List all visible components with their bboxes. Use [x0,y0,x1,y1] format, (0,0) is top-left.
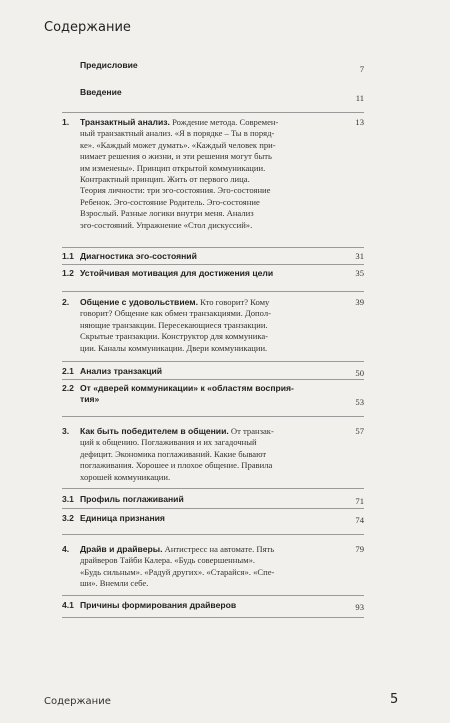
chapter-desc-line: Взрослый. Разные логики внутри меня. Анализ [80,208,254,219]
toc-entry-page: 31 [355,251,364,261]
toc-divider [62,534,364,535]
chapter-desc-line: Ребенок. Эго-состояние Родитель. Эго-состояние [80,196,260,207]
toc-entry-number: 1. [62,117,70,127]
toc-entry-title: Предисловие [80,60,138,70]
toc-entry-page: 39 [355,297,364,307]
chapter-desc-line: Теория личности: три эго-состояния. Эго-состояние [80,185,271,196]
chapter-title: Драйв и драйверы. [80,544,163,554]
toc-divider [62,379,364,380]
toc-divider [62,595,364,596]
chapter-desc-line: поглаживания. Хорошее и плохое общение. Правила [80,460,273,471]
toc-divider [62,112,364,113]
toc-entry-page: 79 [355,544,364,554]
chapter-title: Как быть победителем в общении. [80,426,229,436]
toc-entry-number: 3.1 [62,494,74,504]
toc-entry-page: 11 [355,93,364,103]
toc-entry-number: 3.2 [62,513,74,523]
toc-entry-page: 93 [355,602,364,612]
toc-entry-page: 57 [355,426,364,436]
chapter-desc-line: От транзак- [230,426,274,436]
chapter-desc-line: ке». «Каждый может думать». «Каждый человек при- [80,139,276,150]
toc-entry-text [80,117,335,231]
toc-entry-title: Диагностика эго-состояний [80,251,197,261]
toc-entry-number: 1.1 [62,251,74,261]
chapter-desc-line: няющие транзакции. Пересекающиеся транзакции. [80,319,268,330]
toc-entry-number: 4.1 [62,600,74,610]
toc-divider [62,488,364,489]
section-title-line: От «дверей коммуникации» к «областям восприя- [80,383,294,393]
toc-divider [62,291,364,292]
toc-entry-page: 13 [355,117,364,127]
chapter-desc-line: Кто говорит? Кому [200,297,270,307]
toc-entry-text [80,297,335,354]
chapter-desc-line: ций к общению. Поглаживания и их загадочный [80,437,257,448]
chapter-desc-line: им изменены». Принцип открытой коммуникации. [80,162,266,173]
toc-divider [62,264,364,265]
toc-divider [62,247,364,248]
toc-entry-number: 3. [62,426,70,436]
chapter-desc-line: хорошей коммуникации. [80,471,171,482]
chapter-desc-line: Антистресс на автомате. Пять [164,544,275,554]
toc-entry-page: 35 [355,268,364,278]
toc-entry-title: Причины формирования драйверов [80,600,237,610]
chapter-desc-line: эго-состояний. Упражнение «Стол дискуссий». [80,219,253,230]
toc-entry-number: 2. [62,297,70,307]
section-title-line: тия» [80,394,100,405]
page-header-title: Содержание [44,20,131,35]
toc-entry-title: Анализ транзакций [80,366,163,376]
toc-entry-title: Профиль поглаживаний [80,494,184,504]
toc-entry-number: 4. [62,544,70,554]
chapter-desc-line: ши». Внемли себе. [80,578,149,589]
toc-entry-number: 2.2 [62,383,74,393]
toc-entry-page: 53 [355,397,364,407]
toc-divider [62,508,364,509]
chapter-desc-line: ции. Каналы коммуникации. Двери коммуникации. [80,342,268,353]
toc-entry-page: 71 [355,496,364,506]
toc-entry-title [80,383,335,406]
chapter-desc-line: ный транзактный анализ. «Я в порядке – Ты в поряд- [80,128,275,139]
chapter-desc-line: «Будь сильным». «Радуй других». «Старайся». «Спе- [80,566,275,577]
chapter-desc-line: нимает решения о жизни, и эти решения могут быть [80,151,272,162]
toc-divider [62,416,364,417]
page-footer-label: Содержание [44,696,111,707]
toc-divider [62,617,364,618]
toc-entry-text [80,426,335,483]
toc-entry-title: Единица признания [80,513,165,523]
toc-entry-title: Устойчивая мотивация для достижения цели [80,268,274,278]
page-number: 5 [390,692,399,707]
toc-entry-number: 1.2 [62,268,74,278]
chapter-desc-line: Контрактный принцип. Жить от первого лица. [80,174,250,185]
toc-entry-page: 74 [355,515,364,525]
chapter-title: Транзактный анализ. [80,117,170,127]
chapter-desc-line: дефицит. Экономика поглаживаний. Какие бывают [80,448,267,459]
toc-divider [62,361,364,362]
chapter-desc-line: Скрытые транзакции. Конструктор для коммуника- [80,331,269,342]
chapter-desc-line: Рождение метода. Современ- [172,117,279,127]
chapter-title: Общение с удовольствием. [80,297,199,307]
toc-entry-page: 7 [359,64,364,74]
chapter-desc-line: говорит? Общение как обмен транзакциями. Допол- [80,308,271,319]
chapter-desc-line: драйверов Тайби Калера. «Будь совершенным». [80,555,256,566]
toc-entry-page: 50 [355,368,364,378]
toc-entry-title: Введение [80,87,122,97]
toc-entry-text [80,544,335,590]
toc-entry-number: 2.1 [62,366,74,376]
